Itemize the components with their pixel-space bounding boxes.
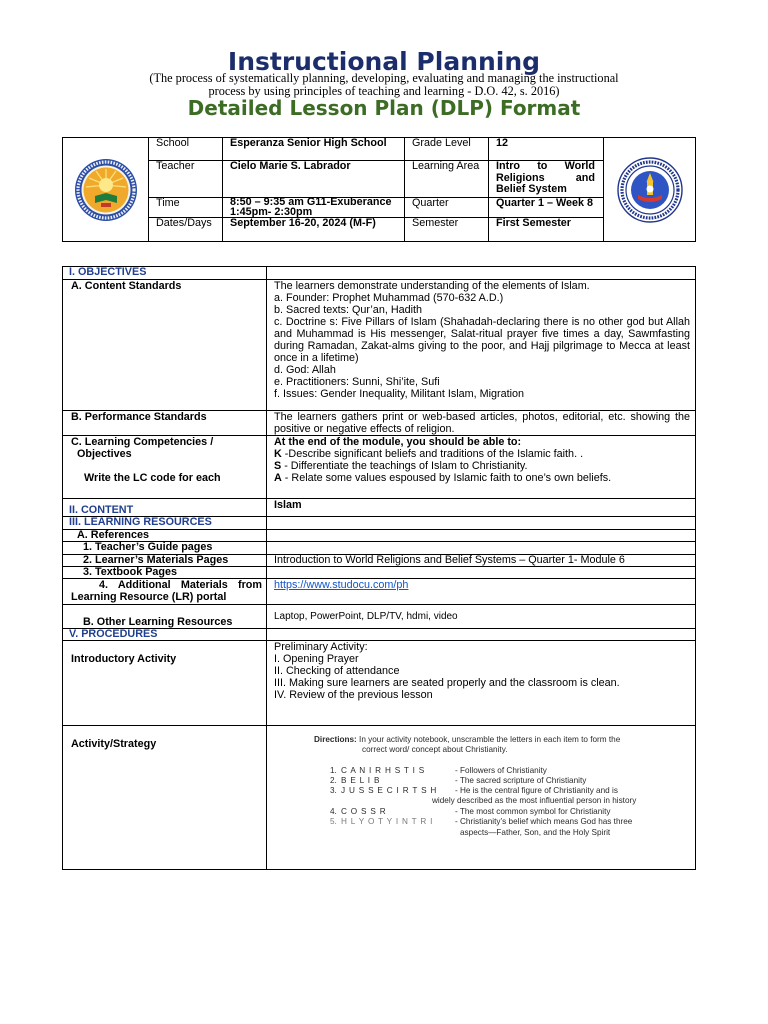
page-subtitle [0,72,768,98]
teachers-guide-label-cell [63,542,267,555]
directions-label: Directions: [314,735,357,744]
activity-strategy-label: Activity/Strategy [71,738,157,750]
textbook-blank [267,567,696,579]
textbook-label-cell [63,567,267,579]
time-label: Time [149,198,223,218]
competencies-label-cell [63,436,267,499]
deped-seal-logo [617,157,683,223]
deped-logo-cell [604,138,696,242]
performance-standards-label: B. Performance Standards [71,411,207,423]
dlp-format-title: Detailed Lesson Plan (DLP) Format [187,96,581,120]
introductory-line: Preliminary Activity: [274,641,368,653]
teachers-guide-label: 1. Teacher’s Guide pages [83,541,213,553]
item-number: 5. [330,817,337,826]
item-clue: - Followers of Christianity [455,766,547,775]
teacher-value: Cielo Marie S. Labrador [223,161,405,198]
other-resources-value: Laptop, PowerPoint, DLP/TV, hdmi, video [267,605,696,629]
competency-attitude [274,472,690,484]
competency-knowledge [274,448,690,460]
semester-label: Semester [405,218,489,242]
directions-line-1 [314,735,620,745]
dates-label: Dates/Days [149,218,223,242]
grade-level-label: Grade Level [405,138,489,161]
subtitle-line-1: (The process of systematically planning, developing, evaluating and managing the instructional [149,71,619,85]
additional-materials-label-cell [63,579,267,605]
textbook-label: 3. Textbook Pages [83,566,178,578]
introductory-line: II. Checking of attendance [274,665,400,677]
references-label: A. References [77,529,150,541]
learning-area-value: Intro to World Religions and Belief System [489,161,604,198]
performance-standards-label-cell [63,411,267,436]
subtitle-line-2: process by using principles of teaching and learning - D.O. 42, s. 2016) [208,84,560,98]
school-value: Esperanza Senior High School [223,138,405,161]
competencies-cell [267,436,696,499]
learning-resources-blank [267,517,696,530]
dates-value: September 16-20, 2024 (M-F) [223,218,405,242]
competency-a-letter: A [274,472,282,484]
item-clue: - The most common symbol for Christianity [455,807,611,816]
additional-materials-cell [267,579,696,605]
content-standards-item: e. Practitioners: Sunni, Shi’ite, Sufi [274,376,440,388]
procedures-heading: V. PROCEDURES [69,628,158,640]
content-standards-item: d. God: Allah [274,364,336,376]
learners-materials-label: 2. Learner’s Materials Pages [83,554,229,566]
teacher-label: Teacher [149,161,223,198]
introductory-line: IV. Review of the previous lesson [274,689,433,701]
introductory-line: III. Making sure learners are seated properly and the classroom is clean. [274,677,620,689]
school-logo-cell [63,138,149,242]
content-heading-cell [63,499,267,517]
activity-strategy-cell [267,726,696,870]
content-standards-item: b. Sacred texts: Qur’an, Hadith [274,304,423,316]
scrambled-word: J U S S E C I R T S H [341,786,438,795]
school-label: School [149,138,223,161]
objectives-heading-blank [267,267,696,280]
content-heading: II. CONTENT [69,504,134,516]
learning-area-label: Learning Area [405,161,489,198]
teachers-guide-blank [267,542,696,555]
directions-text: In your activity notebook, unscramble the letters in each item to form the [356,735,621,744]
time-value [223,198,405,218]
competencies-label-line-1: C. Learning Competencies / [71,436,214,448]
item-clue-continued: widely described as the most influential person in history [432,796,637,805]
competencies-label-line-2: Objectives [77,448,132,460]
item-clue: - Christianity’s belief which means God has three [455,817,633,826]
item-clue: - The sacred scripture of Christianity [455,776,587,785]
item-number: 2. [330,776,337,785]
procedures-blank [267,629,696,641]
other-resources-label-cell [63,605,267,629]
scrambled-word: B E L I B [341,776,381,785]
grade-level-value: 12 [489,138,604,161]
competencies-intro: At the end of the module, you should be able to: [274,436,522,448]
objectives-heading: I. OBJECTIVES [69,266,147,278]
introductory-line: I. Opening Prayer [274,653,359,665]
introductory-activity-label-cell [63,641,267,726]
objectives-heading-cell [63,267,267,280]
procedures-heading-cell [63,629,267,641]
content-standards-cell [267,280,696,411]
lesson-plan-table [62,266,696,870]
content-standards-item: a. Founder: Prophet Muhammad (570-632 A.D.) [274,292,504,304]
lc-code-note: Write the LC code for each [84,472,221,484]
introductory-activity-cell [267,641,696,726]
studocu-link[interactable]: https://www.studocu.com/ph [274,579,409,591]
content-standards-label: A. Content Standards [71,280,182,292]
school-seal-logo [74,158,138,222]
item-number: 3. [330,786,337,795]
activity-strategy-label-cell [63,726,267,870]
competency-s-letter: S [274,460,282,472]
page-title: Instructional Planning [227,47,541,76]
item-number: 1. [330,766,337,775]
content-standards-intro: The learners demonstrate understanding of the elements of Islam. [274,280,590,292]
learners-materials-label-cell [63,555,267,567]
quarter-value: Quarter 1 – Week 8 [489,198,604,218]
directions-line-2: correct word/ concept about Christianity. [362,745,508,754]
time-line-1: 8:50 – 9:35 am G11-Exuberance [230,196,392,208]
content-standards-item: f. Issues: Gender Inequality, Militant Islam, Migration [274,388,525,400]
time-line-2: 1:45pm- 2:30pm [230,205,313,218]
semester-value: First Semester [489,218,604,242]
additional-materials-label: 4. Additional Materials from Learning Resource (LR) portal [71,579,262,603]
school-info-table [62,137,696,242]
item-number: 4. [330,807,337,816]
scrambled-word: H L Y O T Y I N T R I [341,817,434,826]
item-clue: - He is the central figure of Christianity and is [455,786,618,795]
competency-k-text: -Describe significant beliefs and traditions of the Islamic faith. . [281,448,584,460]
learning-resources-heading-cell [63,517,267,530]
unscramble-activity-figure [267,726,695,869]
content-standards-item: c. Doctrine s: Five Pillars of Islam (Shahadah-declaring there is no other god but Allah and Muhammad is His messenger, Salat-ritual prayer five times a day, Sawmfasting during Ramadan, Zakat-alms giving to the poor, and Hajj pilgrimage to Mecca at least once in a lifetime) [274,316,690,364]
competency-k-letter: K [274,448,282,460]
competency-a-text: - Relate some values espoused by Islamic faith to one’s own beliefs. [281,472,612,484]
performance-standards-text: The learners gathers print or web-based articles, photos, editorial, etc. showing the positive or negative effects of religion. [267,411,696,436]
quarter-label: Quarter [405,198,489,218]
scrambled-word: C A N I R H S T I S [341,766,426,775]
scrambled-word: C O S S R [341,807,387,816]
references-label-cell [63,530,267,542]
learning-resources-heading: III. LEARNING RESOURCES [69,516,212,528]
references-blank [267,530,696,542]
content-standards-label-cell [63,280,267,411]
introductory-activity-label: Introductory Activity [71,653,177,665]
competency-s-text: - Differentiate the teachings of Islam to Christianity. [281,460,528,472]
learners-materials-value: Introduction to World Religions and Belief Systems – Quarter 1- Module 6 [267,555,696,567]
content-topic: Islam [267,499,696,517]
competency-skill [274,460,690,472]
item-clue-continued: aspects—Father, Son, and the Holy Spirit [460,828,611,837]
other-resources-label: B. Other Learning Resources [83,616,233,628]
